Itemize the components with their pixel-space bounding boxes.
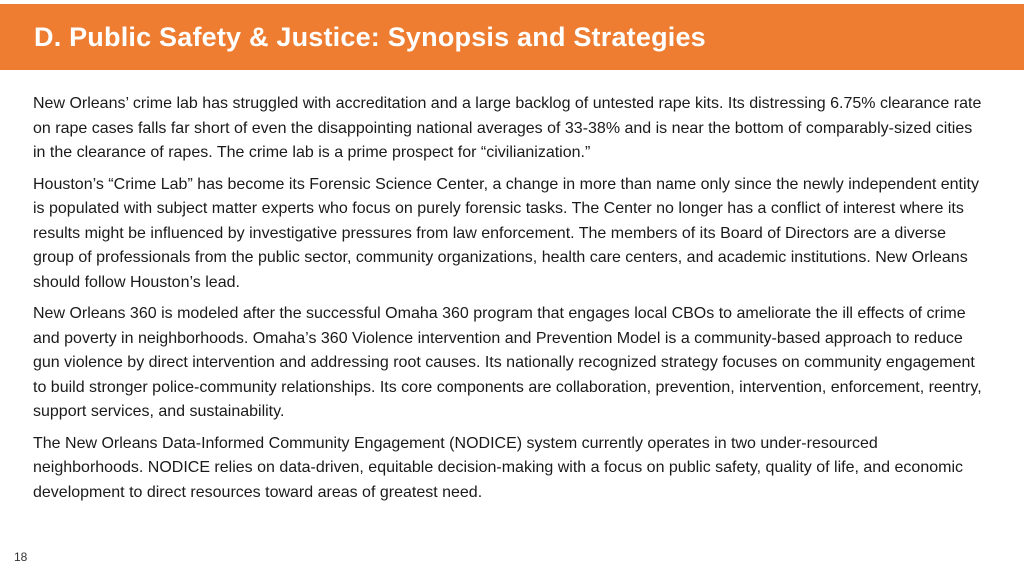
paragraph-crime-lab: New Orleans’ crime lab has struggled with accreditation and a large backlog of untested rape kits. Its distressing 6.75% clearance rate on rape cases falls far short of even the disappointing national averages of 33-38% and is near the bottom of comparably-sized cities in the clearance of rapes. The crime lab is a prime prospect for “civilianization.” bbox=[33, 95, 982, 161]
title-bar bbox=[0, 4, 1024, 70]
paragraph-new-orleans-360: New Orleans 360 is modeled after the successful Omaha 360 program that engages local CBOs to ameliorate the ill effects of crime and poverty in neighborhoods. Omaha’s 360 Violence intervention and Prevention Model is a community-based approach to reduce gun violence by direct intervention and addressing root causes. Its nationally recognized strategy focuses on community engagement to build stronger police-community relationships. Its core components are collaboration, prevention, intervention, enforcement, reentry, support services, and sustainability. bbox=[33, 305, 982, 420]
paragraph-houston-forensic-center: Houston’s “Crime Lab” has become its Forensic Science Center, a change in more than name only since the newly independent entity is populated with subject matter experts who focus on purely forensic tasks. The Center no longer has a conflict of interest where its results might be influenced by investigative pressures from law enforcement. The members of its Board of Directors are a diverse group of professionals from the public sector, community organizations, health care centers, and academic institutions. New Orleans should follow Houston’s lead. bbox=[33, 175, 979, 291]
page-number: 18 bbox=[14, 550, 28, 564]
paragraph-nodice: The New Orleans Data-Informed Community Engagement (NODICE) system currently operates in two under-resourced neighborhoods. NODICE relies on data-driven, equitable decision-making with a focus on public safety, quality of life, and economic development to direct resources toward areas of greatest need. bbox=[33, 434, 963, 501]
slide-body bbox=[33, 92, 988, 512]
slide-title: D. Public Safety & Justice: Synopsis and Strategies bbox=[34, 21, 706, 52]
